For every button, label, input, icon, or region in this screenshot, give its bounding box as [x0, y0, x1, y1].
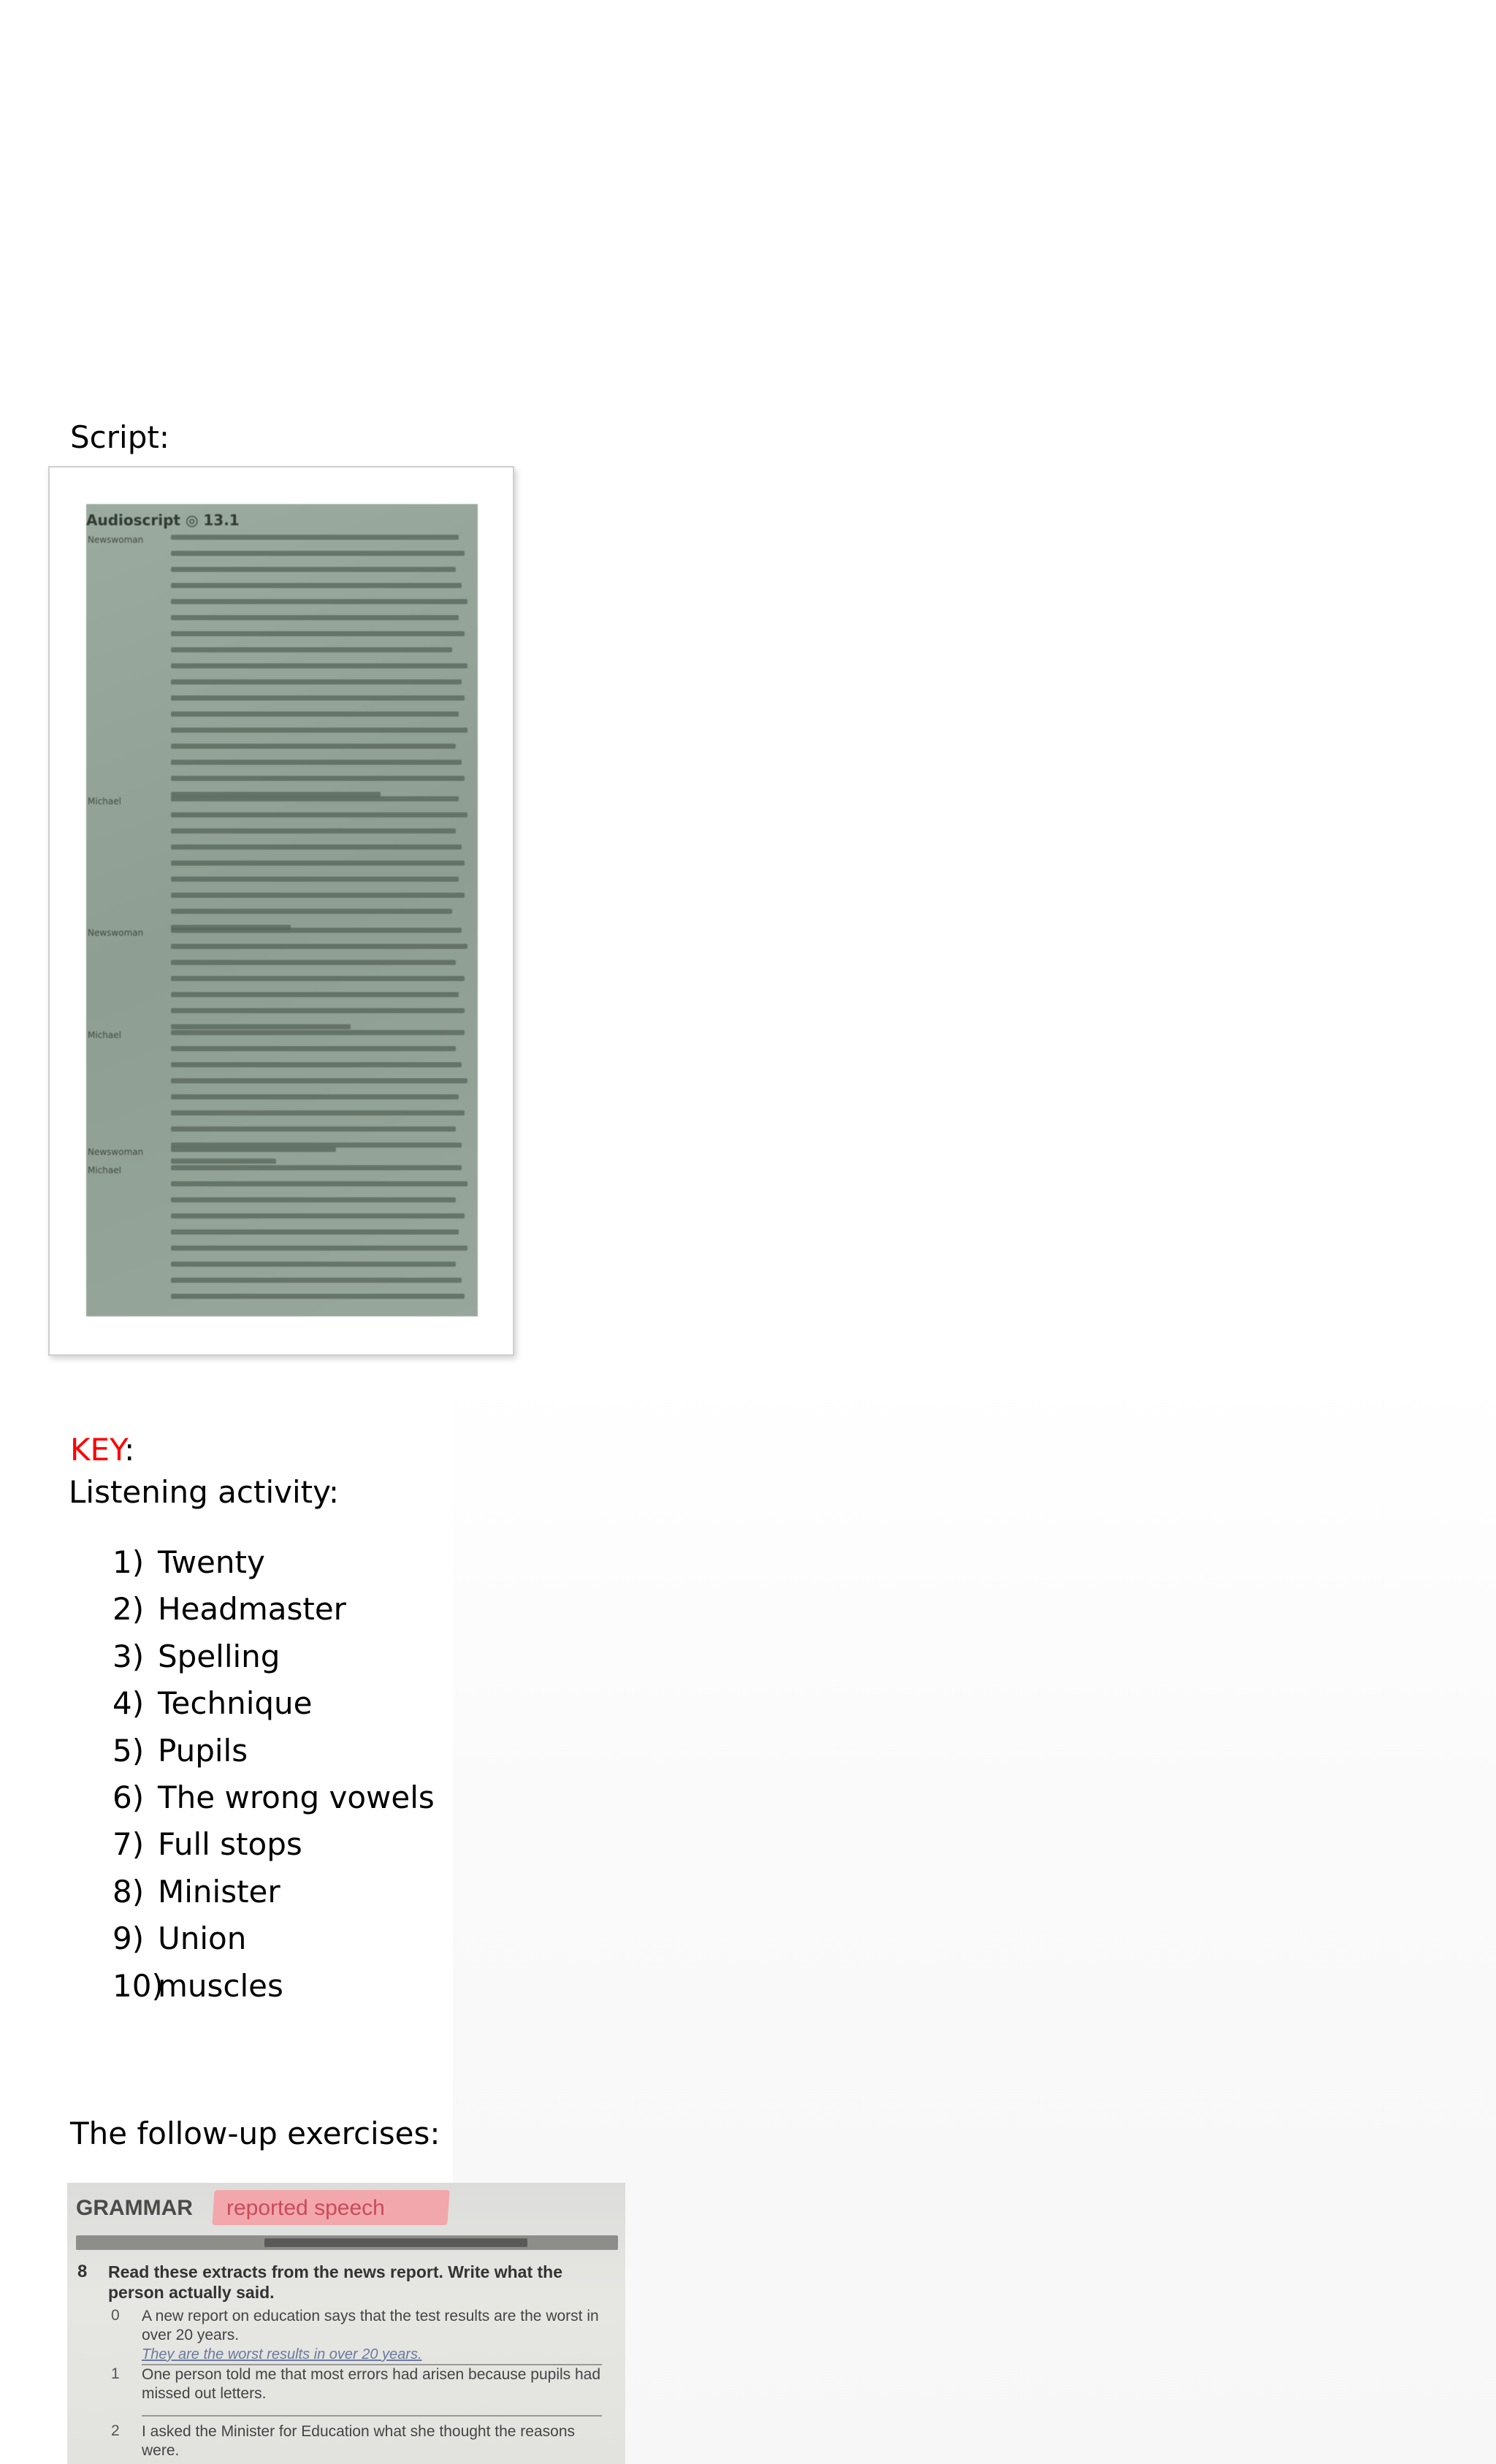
exercise-instruction: Read these extracts from the news report. Write what the person actually said. [108, 2262, 563, 2302]
key-colon: : [124, 1432, 135, 1468]
audioscript-text-lines [171, 796, 470, 941]
answer-text: Pupils [158, 1732, 248, 1769]
answer-number: 8) [112, 1873, 145, 1910]
answer-text: Twenty [158, 1544, 265, 1580]
audioscript-speaker: Michael [88, 1030, 121, 1040]
audioscript-header: Audioscript ◎ 13.1 [86, 511, 240, 529]
list-item [112, 1544, 435, 1594]
item-number: 2 [111, 2422, 120, 2439]
audioscript-speaker: Michael [88, 1165, 121, 1175]
item-text: A new report on education says that the test results are the worst in over 20 years. [142, 2308, 599, 2343]
answer-line [142, 2415, 602, 2417]
followup-label: The follow-up exercises: [70, 2116, 440, 2151]
item-answer: They are the worst results in over 20 years. [142, 2346, 422, 2362]
answer-text: Full stops [158, 1826, 302, 1863]
audioscript-speaker: Michael [88, 796, 121, 806]
script-label: Script: [70, 419, 169, 455]
item-text: One person told me that most errors had arisen because pupils had missed out letters. [142, 2366, 601, 2402]
answer-number: 10) [112, 1967, 164, 2004]
item-text: I asked the Minister for Education what she thought the reasons were. [142, 2423, 576, 2459]
audioscript-text-lines [171, 1147, 470, 1163]
audioscript-text-lines [171, 1165, 470, 1310]
answer-text: The wrong vowels [158, 1779, 435, 1815]
answer-text: muscles [158, 1967, 283, 2004]
answer-number: 4) [112, 1685, 145, 1722]
audioscript-text-lines [171, 928, 470, 1040]
audioscript-image-frame [48, 466, 514, 1356]
answer-number: 5) [112, 1732, 145, 1769]
grammar-exercise-photo [67, 2183, 625, 2464]
list-item [112, 1826, 435, 1876]
list-item [112, 1638, 435, 1688]
list-item [112, 1732, 435, 1782]
audioscript-speaker: Newswoman [88, 928, 144, 938]
answer-list [112, 1544, 435, 2018]
audioscript-text-lines [171, 535, 470, 808]
list-item [112, 1873, 435, 1923]
grammar-title: GRAMMAR [76, 2196, 193, 2220]
item-number: 1 [111, 2365, 120, 2382]
list-item [112, 1967, 435, 2018]
answer-number: 9) [112, 1921, 145, 1957]
answer-text: Minister [158, 1873, 280, 1910]
exercise-number: 8 [77, 2262, 88, 2281]
answer-number: 6) [112, 1779, 145, 1815]
grammar-header-bar-inner [264, 2238, 527, 2247]
answer-text: Union [158, 1921, 247, 1957]
answer-text: Headmaster [158, 1591, 346, 1628]
key-label [70, 1432, 135, 1468]
key-word: KEY [70, 1432, 125, 1468]
item-number: 0 [111, 2307, 120, 2324]
list-item [112, 1591, 435, 1641]
audioscript-speaker: Newswoman [88, 535, 144, 545]
audioscript-speaker: Newswoman [88, 1147, 144, 1157]
answer-number: 1) [112, 1544, 145, 1580]
list-item [112, 1685, 435, 1735]
answer-number: 2) [112, 1591, 145, 1628]
answer-text: Spelling [158, 1638, 280, 1674]
list-item [112, 1779, 435, 1829]
answer-number: 7) [112, 1826, 145, 1863]
listening-activity-label: Listening activity: [69, 1474, 340, 1510]
answer-text: Technique [158, 1685, 313, 1722]
list-item [112, 1923, 435, 1970]
grammar-subtitle: reported speech [226, 2196, 385, 2220]
answer-number: 3) [112, 1638, 145, 1674]
audioscript-photo [86, 504, 478, 1316]
